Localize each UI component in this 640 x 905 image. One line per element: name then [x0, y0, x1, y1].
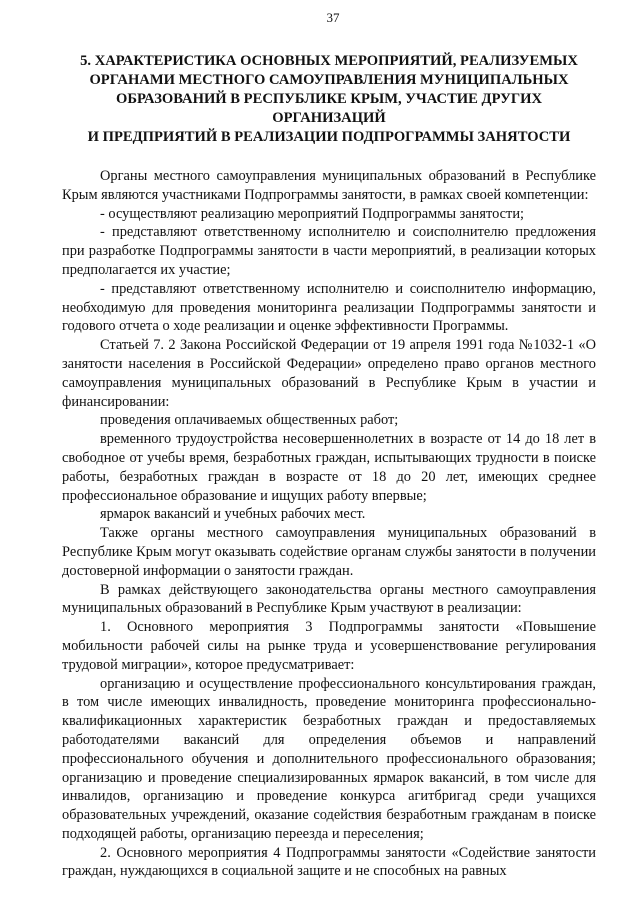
list-item: - осуществляют реализацию мероприятий Подпрограммы занятости; [100, 205, 525, 222]
document-body [62, 167, 596, 881]
list-item: 2. Основного мероприятия 4 Подпрограммы занятости «Содействие занятости граждан, нуждающихся в социальной защите и не способных на равных [62, 844, 596, 880]
list-item: - представляют ответственному исполнителю и соисполнителю информацию, необходимую для проведения мониторинга реализации Подпрограммы занятости и годового отчета о ходе реализации и оценке эффективности Программы. [62, 280, 596, 335]
paragraph: Также органы местного самоуправления муниципальных образований в Республике Крым могут оказывать содействие органам службы занятости в получении достоверной информации о занятости граждан. [62, 525, 596, 579]
paragraph: организацию и осуществление профессионального консультирования граждан, в том числе имеющих инвалидность, проведение мониторинга профессионально-квалификационных характеристик безработных граждан и предоставляемых работодателями вакансий для определения объемов и направлений профессионального обучения и дополнительного профессионального образования; организацию и проведение специализированных ярмарок вакансий, в том числе для инвалидов, организацию и проведение конкурса агитбригад среди учащихся образовательных учреждений, оказание содействия безработным гражданам в поиске подходящей работы, организацию переезда и переселения; [62, 675, 596, 842]
paragraph: В рамках действующего законодательства органы местного самоуправления муниципальных образований в Республике Крым участвуют в реализации: [62, 581, 596, 617]
heading-line: И ПРЕДПРИЯТИЙ В РЕАЛИЗАЦИИ ПОДПРОГРАММЫ ЗАНЯТОСТИ [87, 129, 571, 145]
heading-line: ОРГАНАМИ МЕСТНОГО САМОУПРАВЛЕНИЯ МУНИЦИПАЛЬНЫХ [89, 72, 569, 88]
list-item: ярмарок вакансий и учебных рабочих мест. [100, 506, 366, 523]
list-item: - представляют ответственному исполнителю и соисполнителю предложения при разработке Подпрограммы занятости в части мероприятий, в реализации которых предполагается их участие; [62, 224, 596, 278]
heading-line: 5. ХАРАКТЕРИСТИКА ОСНОВНЫХ МЕРОПРИЯТИЙ, РЕАЛИЗУЕМЫХ [80, 53, 578, 69]
paragraph: Статьей 7. 2 Закона Российской Федерации от 19 апреля 1991 года №1032-1 «О занятости населения в Российской Федерации» определено право органов местного самоуправления муниципальных образований в Республике Крым в участии и финансировании: [62, 337, 596, 410]
heading-line: ОБРАЗОВАНИЙ В РЕСПУБЛИКЕ КРЫМ, УЧАСТИЕ ДРУГИХ ОРГАНИЗАЦИЙ [115, 91, 543, 126]
list-item: временного трудоустройства несовершеннолетних в возрасте от 14 до 18 лет в свободное от учебы время, безработных граждан, испытывающих трудности в поиске работы, безработных граждан в возрасте от 18 до 20 лет, имеющих среднее профессиональное образование и ищущих работу впервые; [62, 431, 596, 504]
section-heading [62, 52, 596, 147]
page-number: 37 [326, 10, 340, 25]
list-item: 1. Основного мероприятия 3 Подпрограммы занятости «Повышение мобильности рабочей силы на рынке труда и усовершенствование регулирования трудовой миграции», которое предусматривает: [62, 619, 596, 673]
paragraph: Органы местного самоуправления муниципальных образований в Республике Крым являются участниками Подпрограммы занятости, в рамках своей компетенции: [62, 168, 596, 203]
list-item: проведения оплачиваемых общественных работ; [100, 412, 399, 429]
